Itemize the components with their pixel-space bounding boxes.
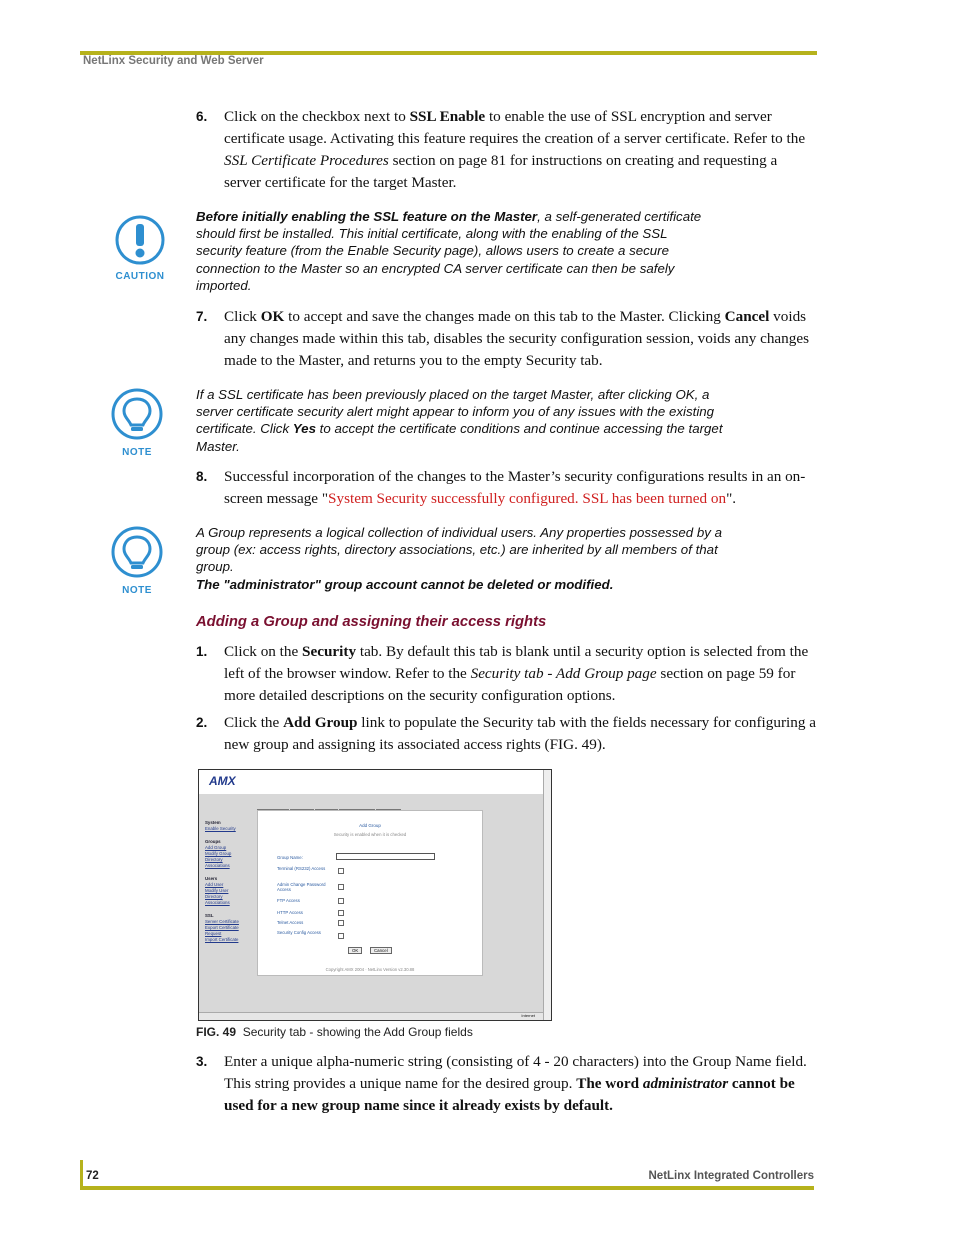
note-label: NOTE [122,447,152,458]
field-label: FTP Access [277,898,300,903]
sidebar-link: Export Certificate [205,925,239,930]
step-text [224,641,816,707]
step-8 [196,466,816,510]
checkbox [338,920,344,926]
note-body: A Group represents a logical collection of individual users. Any properties possessed by a group (ex: access rights, directory associations, etc.) are inherited by all members of that group. [196,525,722,575]
note-1-text [196,386,726,455]
text-run-bold-italic: administrator [642,1075,729,1092]
group-name-input [336,853,435,860]
note-body: If a SSL certificate has been previously placed on the target Master, after clicking OK, a server certificate security alert might appear to inform you of any issues with the existing certificate. Click [196,387,715,437]
footer-rule [80,1186,814,1190]
step-text [224,1051,816,1117]
browser-header [199,770,543,794]
figure-number: FIG. 49 [196,1025,237,1039]
step-text [224,466,816,510]
step-text [224,306,816,372]
field-label: Security Config Access [277,930,321,935]
text-run: voids any changes made within this tab, disables the security configuration session, voids any changes made to the Master, and returns you to the empty Security tab. [224,308,810,369]
text-run-bold: SSL Enable [409,108,486,125]
note-bold: Yes [292,421,316,437]
note-callout-icon [107,526,167,596]
step-text [224,712,816,756]
step-3 [196,1051,816,1117]
note-body: to accept the certificate conditions and continue accessing the target Master. [196,421,723,454]
step-number: 1. [196,644,208,659]
section-heading: Adding a Group and assigning their access rights [196,614,547,630]
text-run: Click the [224,714,284,731]
figure-caption [196,1025,473,1039]
step-text [224,106,816,194]
sidebar-link: Add Group [205,845,227,850]
text-run: section on page 81 for instructions on creating and requesting a server certificate for the target Master. [224,152,778,191]
text-run-bold: Add Group [283,714,358,731]
page-number: 72 [86,1170,99,1182]
sidebar-link: Modify Group [205,851,232,856]
sidebar-link: Request [205,931,222,936]
onscreen-message: System Security successfully configured. SSL has been turned on [328,490,727,507]
checkbox [338,898,344,904]
sidebar-heading: SSL [205,913,214,918]
note-2-text [196,524,726,593]
lightbulb-icon [109,388,165,442]
step-6 [196,106,816,194]
text-run-bold: The word [576,1075,643,1092]
running-header: NetLinx Security and Web Server [83,55,264,67]
checkbox [338,933,344,939]
step-number: 6. [196,109,208,124]
add-group-panel [257,810,483,976]
field-label: Group Name: [277,855,303,860]
text-run: link to populate the Security tab with the fields necessary for configuring a new group and assigning its associated access rights (FIG. 49). [224,714,816,753]
ok-button: OK [348,947,362,954]
field-label: Admin Change Password Access [277,882,326,892]
caution-callout-icon [110,214,170,282]
caution-text [196,208,716,294]
sidebar-link: Server Certificate [205,919,239,924]
figure-49-screenshot [198,769,552,1021]
footer-rule-vertical [80,1160,83,1188]
sidebar-heading: System [205,820,221,825]
lightbulb-icon [109,526,165,580]
text-run: Successful incorporation of the changes to the Master’s security configurations results in an on-screen message " [224,468,806,507]
sidebar-nav [205,816,255,943]
text-run-bold: Security [302,643,357,660]
panel-title: Add Group [359,823,381,828]
exclamation-icon [114,214,166,266]
sidebar-link: Modify User [205,888,229,893]
copyright-line: Copyright AMX 2004 · NetLinx Version v2.30.88 [325,967,415,972]
text-run: Click on the checkbox next to [224,108,410,125]
sidebar-link: Add User [205,882,224,887]
text-run-italic: Security tab - Add Group page [470,665,657,682]
sidebar-link: Associations [205,900,230,905]
running-footer: NetLinx Integrated Controllers [648,1170,814,1182]
note-bold: The "administrator" group account cannot be deleted or modified. [196,576,614,592]
caption-text: Security tab - showing the Add Group fields [242,1025,473,1039]
amx-logo: AMX [209,774,236,788]
step-number: 7. [196,309,208,324]
text-run: to enable the use of SSL encryption and server certificate usage. Activating this feature requires the creation of a server certificate. Refer to the [224,108,806,147]
text-run: Enter a unique alpha-numeric string (consisting of 4 - 20 characters) into the Group Name field. This string provides a unique name for the desired group. [224,1053,807,1092]
checkbox [338,884,344,890]
text-run: tab. By default this tab is blank until a security option is selected from the left of the browser window. Refer to the [224,643,809,682]
caution-body: , a self-generated certificate should first be installed. This initial certificate, along with the enabling of the SSL security feature (from the Enable Security page), allows users to create a secure connection to the Master so an encrypted CA server certificate can then be safely imported. [196,209,702,293]
text-run: ". [726,490,737,507]
checkbox [338,910,344,916]
text-run: section on page 59 for more detailed descriptions on the security configuration options. [224,665,796,704]
step-number: 8. [196,469,208,484]
text-run: Click [224,308,261,325]
text-run-bold: cannot be used for a new group name since it already exists by default. [224,1075,795,1114]
text-run: to accept and save the changes made on this tab to the Master. Clicking [284,308,725,325]
text-run-bold: OK [260,308,285,325]
sidebar-heading: Groups [205,839,221,844]
step-number: 3. [196,1054,208,1069]
sidebar-heading: Users [205,876,218,881]
sidebar-link: Directory [205,894,223,899]
sidebar-link: Directory [205,857,223,862]
cancel-button: Cancel [370,947,392,954]
field-label: Terminal (RS232) Access [277,866,326,871]
step-2 [196,712,816,756]
note-label: NOTE [122,585,152,596]
sidebar-link: Import Certificate [205,937,239,942]
text-run: Click on the [224,643,303,660]
note-callout-icon [107,388,167,458]
status-bar [199,1012,543,1020]
checkbox [338,868,344,874]
step-number: 2. [196,715,208,730]
text-run-bold: Cancel [724,308,770,325]
scrollbar [543,770,551,1020]
step-7 [196,306,816,372]
sidebar-link: Enable Security [205,826,236,831]
sidebar-link: Associations [205,863,230,868]
caution-label: CAUTION [115,271,165,282]
field-label: Telnet Access [277,920,304,925]
status-zone: Internet [521,1013,535,1018]
field-label: HTTP Access [277,910,303,915]
panel-subtitle: Security is enabled when it is checked [333,832,407,837]
text-run-italic: SSL Certificate Procedures [224,152,389,169]
step-1 [196,641,816,707]
caution-bold: Before initially enabling the SSL feature on the Master [196,209,538,224]
